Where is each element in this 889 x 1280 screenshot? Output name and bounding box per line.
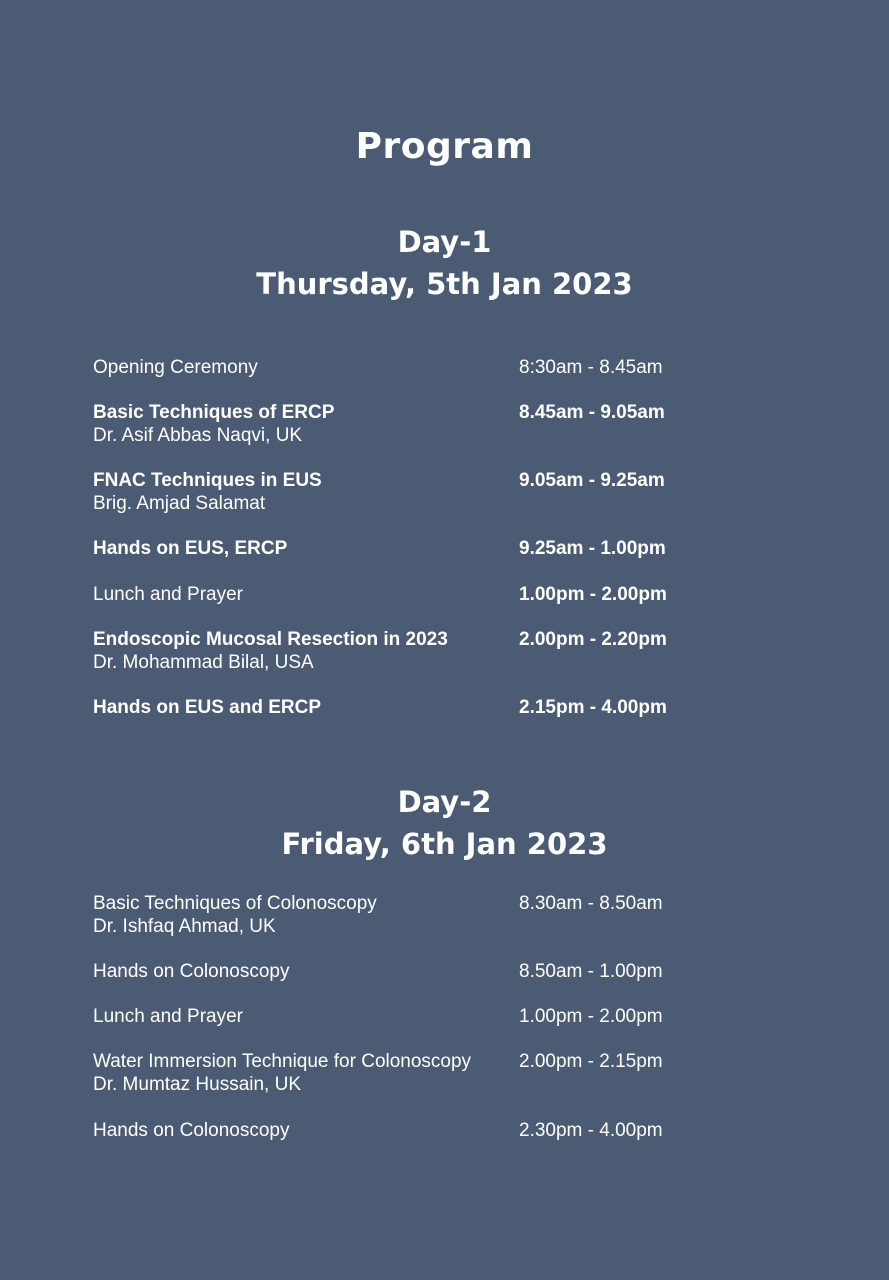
session-speaker: Brig. Amjad Salamat [93,493,266,514]
session-title: Hands on Colonoscopy [93,961,290,982]
session-time: 8.50am - 1.00pm [519,961,663,982]
session-title: Lunch and Prayer [93,1006,243,1027]
session-title: Basic Techniques of Colonoscopy [93,893,377,914]
session-title: Lunch and Prayer [93,584,243,605]
day1-label: Day-1 [397,225,492,259]
session-speaker: Dr. Mohammad Bilal, USA [93,652,314,673]
session-title: Hands on Colonoscopy [93,1120,290,1141]
session-title: FNAC Techniques in EUS [93,470,322,491]
day1-date: Thursday, 5th Jan 2023 [256,267,633,301]
session-speaker: Dr. Asif Abbas Naqvi, UK [93,425,303,446]
session-speaker: Dr. Ishfaq Ahmad, UK [93,916,276,937]
day1-header [0,221,889,305]
session-time: 1.00pm - 2.00pm [519,584,667,605]
session-time: 8.45am - 9.05am [519,402,665,423]
session-title: Basic Techniques of ERCP [93,402,335,423]
session-title: Opening Ceremony [93,357,258,378]
session-time: 2.00pm - 2.15pm [519,1051,663,1072]
session-time: 8:30am - 8.45am [519,357,663,378]
day2-label: Day-2 [397,785,492,819]
session-speaker: Dr. Mumtaz Hussain, UK [93,1074,301,1095]
session-title: Hands on EUS and ERCP [93,697,322,718]
session-time: 2.15pm - 4.00pm [519,697,667,718]
session-time: 2.30pm - 4.00pm [519,1120,663,1141]
session-time: 2.00pm - 2.20pm [519,629,667,650]
page-title: Program [355,126,534,167]
session-time: 1.00pm - 2.00pm [519,1006,663,1027]
session-time: 8.30am - 8.50am [519,893,663,914]
session-title: Endoscopic Mucosal Resection in 2023 [93,629,448,650]
session-time: 9.25am - 1.00pm [519,538,666,559]
day2-header [0,781,889,865]
session-title: Hands on EUS, ERCP [93,538,288,559]
session-title: Water Immersion Technique for Colonoscopy [93,1051,472,1072]
session-time: 9.05am - 9.25am [519,470,665,491]
day2-date: Friday, 6th Jan 2023 [281,827,608,861]
